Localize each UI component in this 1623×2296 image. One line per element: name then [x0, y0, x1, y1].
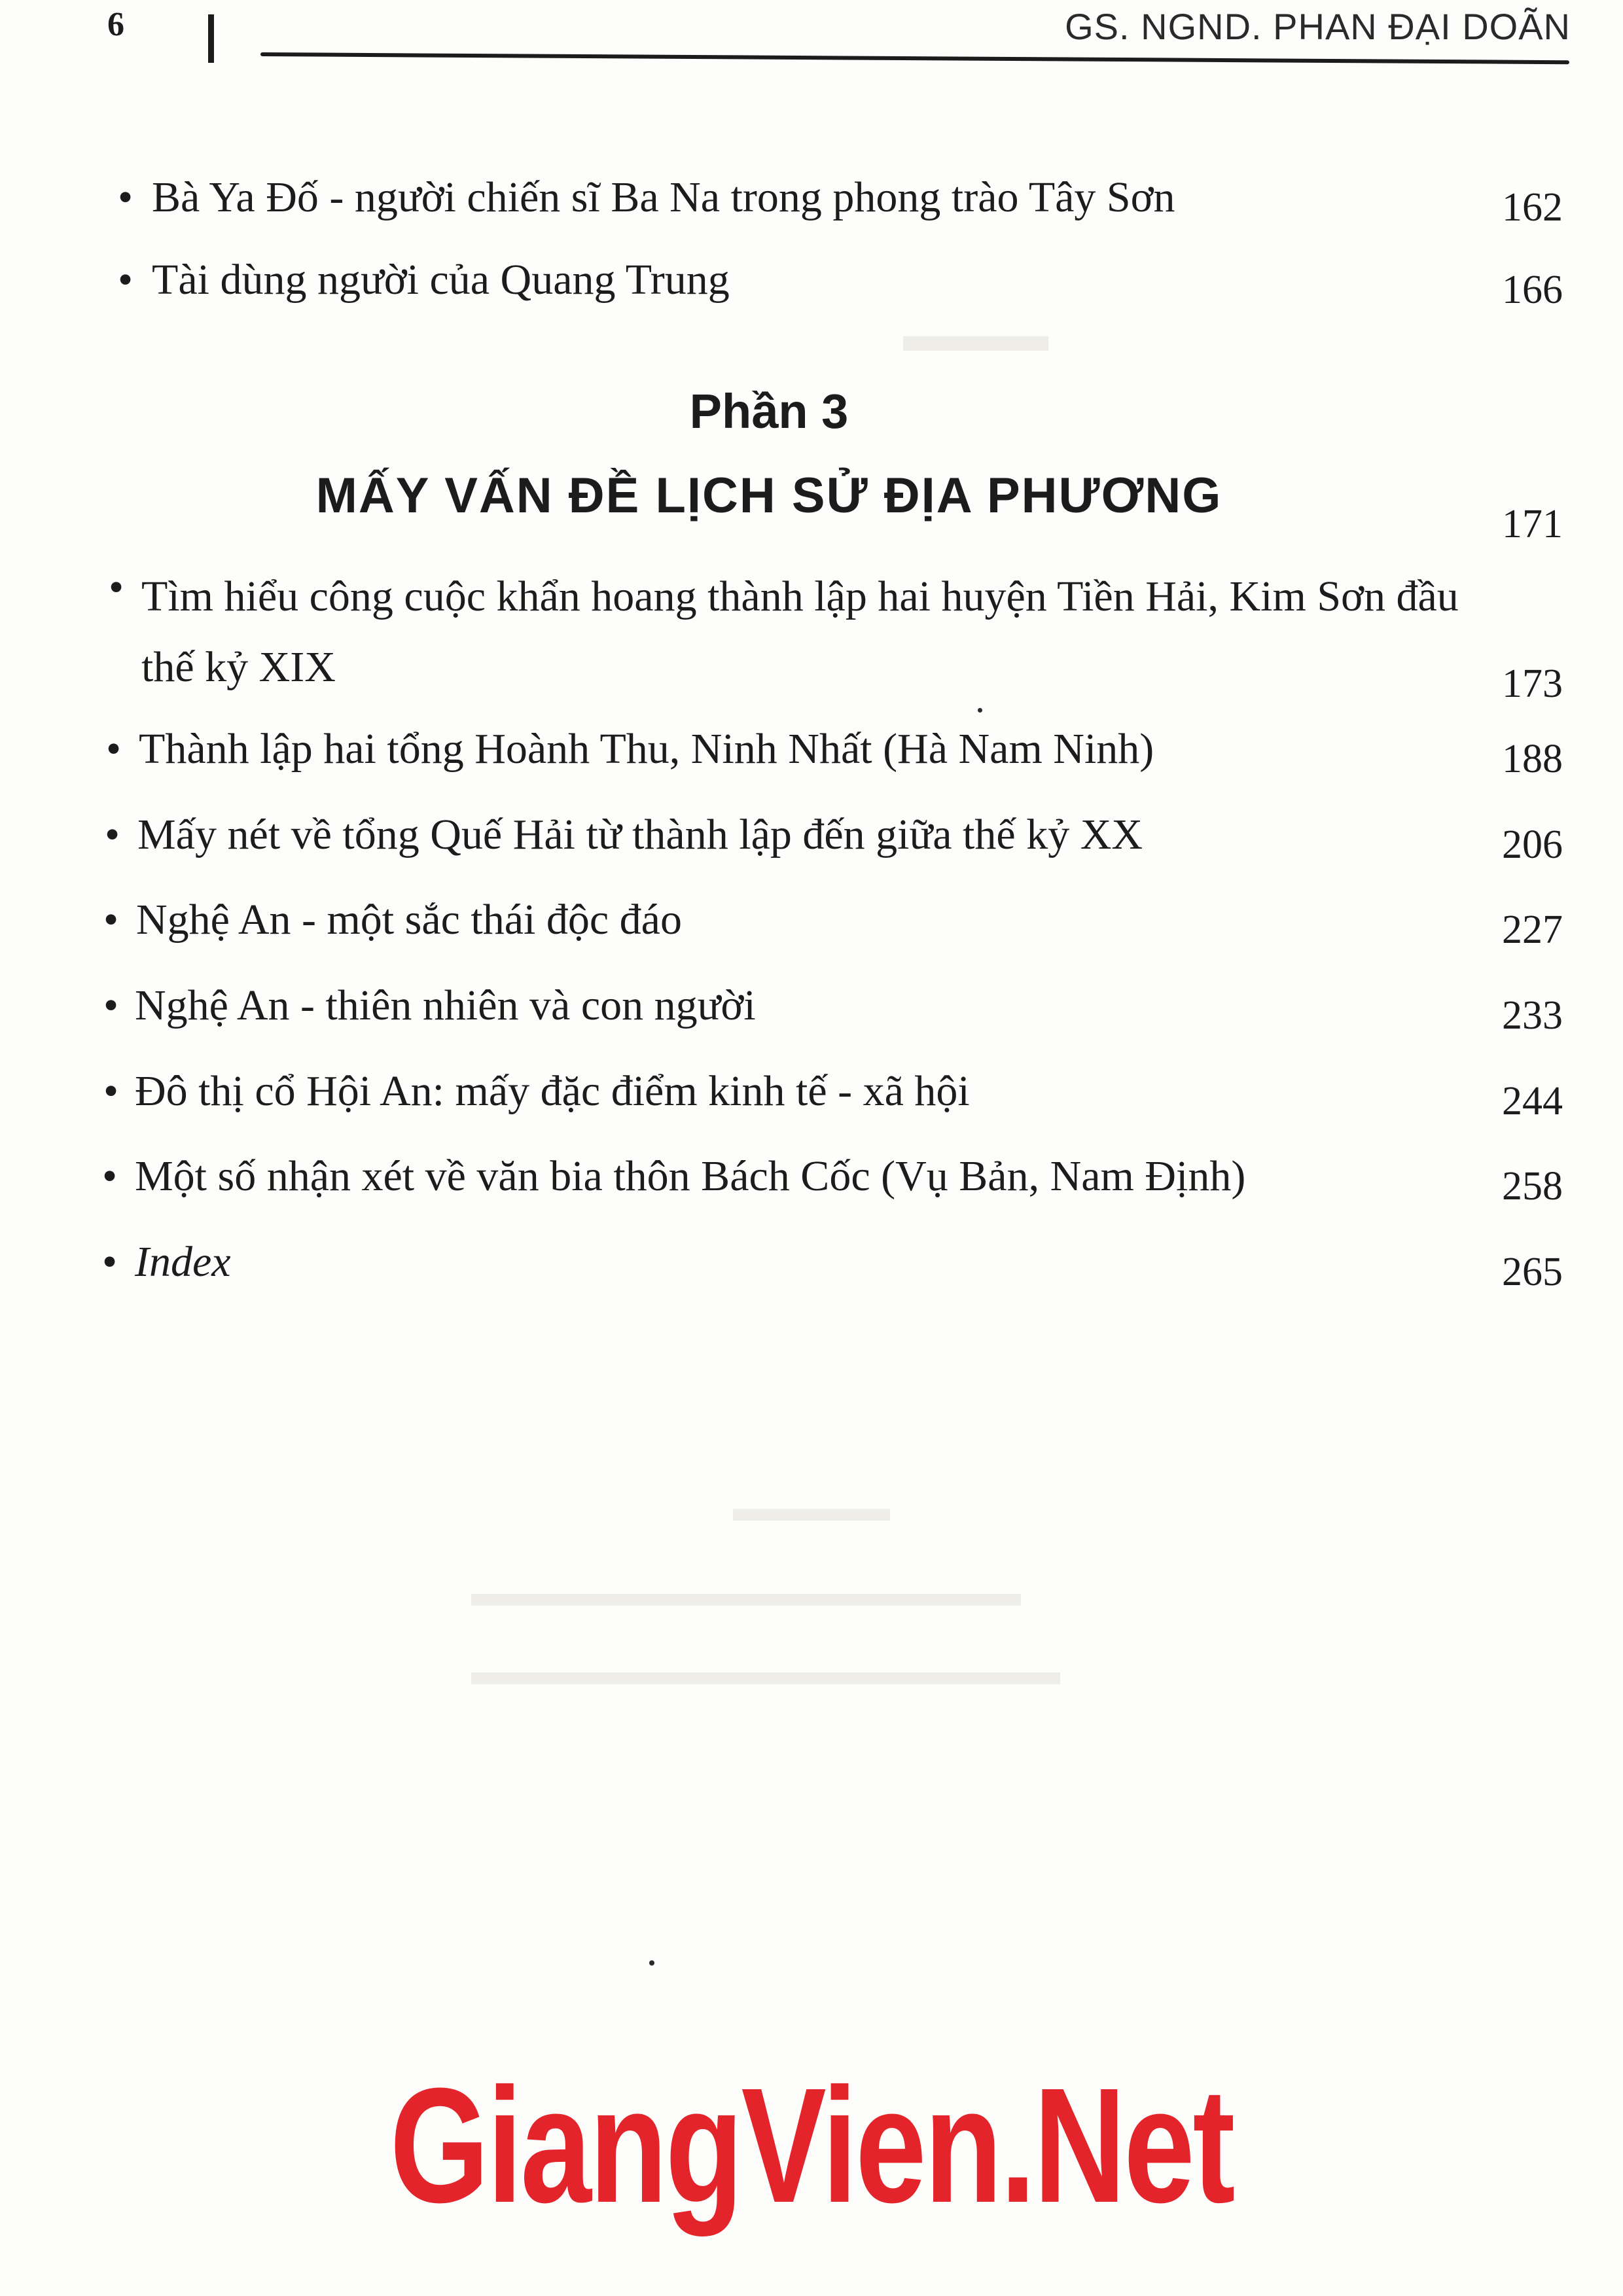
- toc-entry-title: Đô thị cổ Hội An: mấy đặc điểm kinh tế - xã hội: [135, 1067, 970, 1115]
- toc-entry-page: 166: [1502, 268, 1563, 312]
- part-page: 171: [1502, 502, 1563, 546]
- toc-entry-title: Nghệ An - thiên nhiên và con người: [135, 981, 756, 1029]
- bullet-icon: •: [118, 256, 134, 304]
- bullet-icon: •: [102, 1152, 118, 1200]
- toc-entry-title: Thành lập hai tổng Hoành Thu, Ninh Nhất (Hà Nam Ninh): [139, 725, 1154, 773]
- watermark: GiangVien.Net: [389, 2054, 1234, 2236]
- paper-speck: [978, 708, 982, 713]
- bullet-icon: •: [109, 563, 124, 611]
- toc-entry-title: Nghệ An - một sắc thái độc đáo: [136, 896, 682, 944]
- bullet-icon: •: [105, 811, 120, 858]
- running-head: GS. NGND. PHAN ĐẠI DOÃN: [1065, 6, 1571, 47]
- toc-entry-title: Index: [135, 1238, 231, 1286]
- part-label: Phần 3: [689, 384, 849, 438]
- toc-entry-page: 233: [1502, 993, 1563, 1038]
- bullet-icon: •: [103, 896, 119, 944]
- bullet-icon: •: [103, 1067, 119, 1115]
- toc-entry-title: Bà Ya Đố - người chiến sĩ Ba Na trong phong trào Tây Sơn: [152, 173, 1175, 221]
- header-divider-bar: [208, 14, 214, 63]
- toc-entry-page: 244: [1502, 1079, 1563, 1123]
- toc-entry-title: Tài dùng người của Quang Trung: [152, 256, 730, 304]
- show-through-text: ▬▬▬▬: [733, 1486, 890, 1529]
- toc-entry-page: 173: [1502, 662, 1563, 706]
- part-title[interactable]: MẤY VẤN ĐỀ LỊCH SỬ ĐỊA PHƯƠNG: [315, 468, 1222, 523]
- bullet-icon: •: [102, 1238, 118, 1286]
- toc-entry-title: Một số nhận xét về văn bia thôn Bách Cốc (Vụ Bản, Nam Định): [135, 1152, 1246, 1200]
- bullet-icon: •: [103, 981, 119, 1029]
- toc-entry-title: Tìm hiểu công cuộc khẩn hoang thành lập hai huyện Tiền Hải, Kim Sơn đầu thế kỷ XIX: [141, 573, 1459, 691]
- show-through-text: ▬▬▬▬▬▬▬▬▬▬▬▬▬▬▬: [471, 1650, 1060, 1693]
- page-number: 6: [107, 6, 124, 43]
- toc-entry-title: Mấy nét về tổng Quế Hải từ thành lập đến giữa thế kỷ XX: [137, 811, 1143, 858]
- toc-entry-page: 265: [1502, 1250, 1563, 1294]
- bullet-icon: •: [106, 725, 122, 773]
- toc-entry-page: 258: [1502, 1164, 1563, 1209]
- bullet-icon: •: [118, 173, 134, 221]
- header-rule: [260, 52, 1569, 64]
- show-through-text: ▬▬▬▬▬▬▬▬▬▬▬▬▬▬: [471, 1571, 1021, 1614]
- toc-entry-page: 206: [1502, 822, 1563, 867]
- toc-entry-page: 188: [1502, 737, 1563, 781]
- toc-entry-page: 162: [1502, 185, 1563, 230]
- toc-entry-page: 227: [1502, 908, 1563, 952]
- paper-speck: [649, 1960, 654, 1966]
- show-through-text: ▬▬▬: [903, 308, 1048, 362]
